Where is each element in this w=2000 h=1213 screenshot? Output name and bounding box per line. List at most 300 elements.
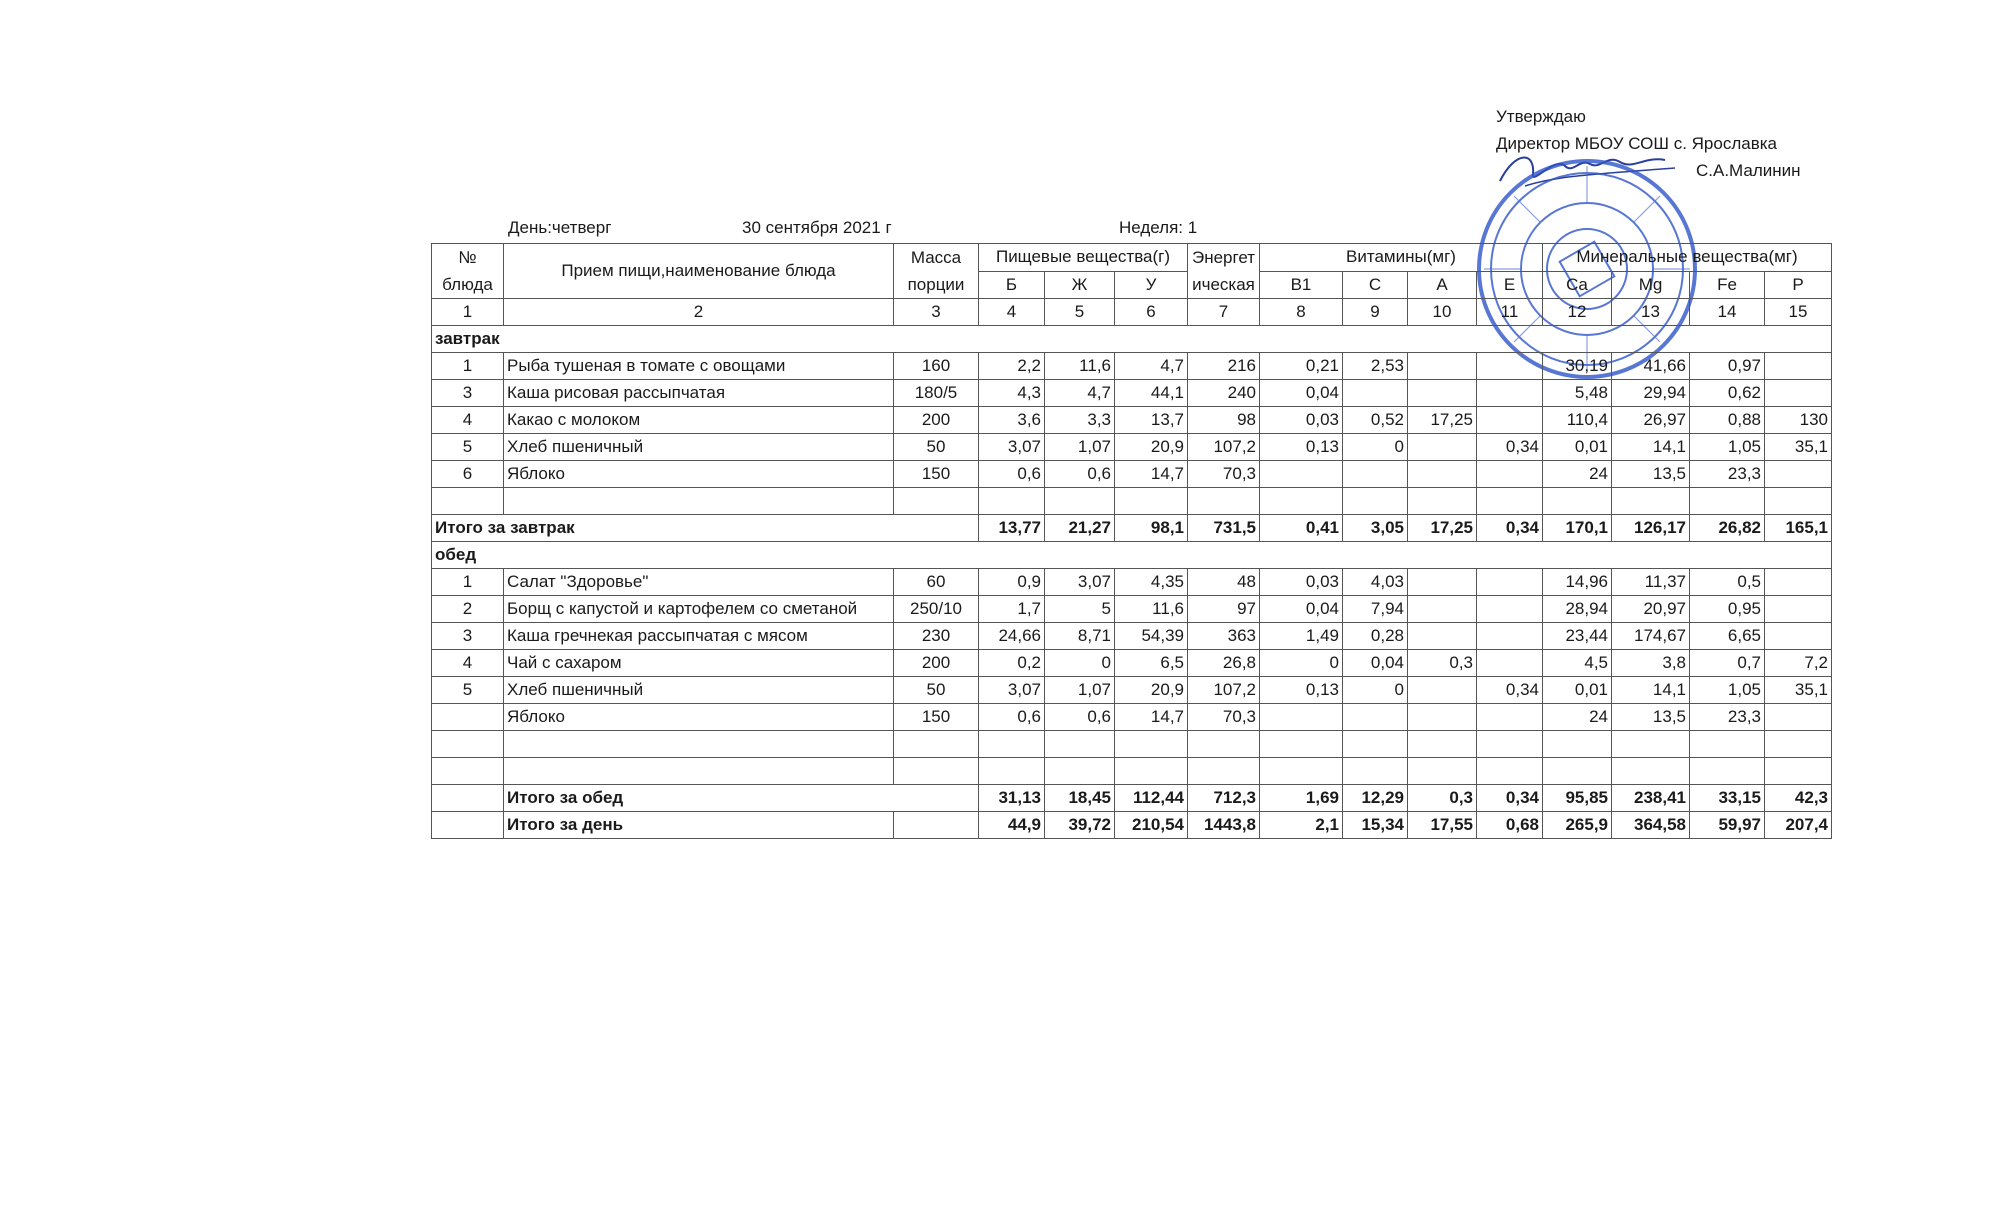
dish-row bbox=[432, 704, 1832, 731]
column-number: 3 bbox=[894, 299, 979, 326]
sub-header: Е bbox=[1477, 271, 1543, 299]
dish-value: 1,7 bbox=[979, 596, 1045, 623]
dish-value: 2 bbox=[432, 596, 504, 623]
empty-cell bbox=[432, 488, 504, 515]
column-number: 12 bbox=[1543, 299, 1612, 326]
dish-value: 0,34 bbox=[1477, 434, 1543, 461]
dish-value: 5 bbox=[432, 434, 504, 461]
dish-value bbox=[432, 704, 504, 731]
dish-value: 6 bbox=[432, 461, 504, 488]
dish-value: 200 bbox=[894, 650, 979, 677]
total-label: Итого за завтрак bbox=[432, 515, 979, 542]
dish-value bbox=[1260, 461, 1343, 488]
section-label-breakfast: завтрак bbox=[432, 326, 1832, 353]
sub-header: Б bbox=[979, 271, 1045, 299]
dish-value: 60 bbox=[894, 569, 979, 596]
total-value: 33,15 bbox=[1690, 785, 1765, 812]
empty-cell bbox=[1612, 488, 1690, 515]
empty-cell bbox=[1408, 488, 1477, 515]
dish-value: 3,07 bbox=[979, 677, 1045, 704]
total-value: 731,5 bbox=[1188, 515, 1260, 542]
dish-value: 13,5 bbox=[1612, 704, 1690, 731]
approval-line2: Директор МБОУ СОШ с. Ярославка bbox=[1496, 134, 1778, 153]
director-name: С.А.Малинин bbox=[1696, 161, 1801, 180]
dish-value: 1,05 bbox=[1690, 434, 1765, 461]
dish-value bbox=[1477, 569, 1543, 596]
empty-cell bbox=[1115, 488, 1188, 515]
dish-value: 41,66 bbox=[1612, 353, 1690, 380]
dish-value: 0,04 bbox=[1260, 380, 1343, 407]
dish-value: 44,1 bbox=[1115, 380, 1188, 407]
dish-name: Каша гречнекая рассыпчатая с мясом bbox=[504, 623, 894, 650]
approval-line1: Утверждаю bbox=[1496, 107, 1586, 126]
dish-value: 20,9 bbox=[1115, 677, 1188, 704]
dish-value: 50 bbox=[894, 677, 979, 704]
dish-value: 14,7 bbox=[1115, 704, 1188, 731]
dish-value: 0,01 bbox=[1543, 434, 1612, 461]
dish-value: 5 bbox=[1045, 596, 1115, 623]
dish-name: Каша рисовая рассыпчатая bbox=[504, 380, 894, 407]
dish-value: 110,4 bbox=[1543, 407, 1612, 434]
total-value: 0,34 bbox=[1477, 515, 1543, 542]
dish-value: 0,62 bbox=[1690, 380, 1765, 407]
section-row bbox=[432, 542, 1832, 569]
empty-row bbox=[432, 758, 1832, 785]
dish-value: 4,03 bbox=[1343, 569, 1408, 596]
column-number: 8 bbox=[1260, 299, 1343, 326]
dish-value: 0,7 bbox=[1690, 650, 1765, 677]
sub-header: А bbox=[1408, 271, 1477, 299]
empty-cell bbox=[1408, 731, 1477, 758]
dish-row bbox=[432, 677, 1832, 704]
empty-cell bbox=[979, 731, 1045, 758]
total-value: 21,27 bbox=[1045, 515, 1115, 542]
dish-row bbox=[432, 407, 1832, 434]
empty-cell bbox=[894, 731, 979, 758]
dish-value bbox=[1477, 353, 1543, 380]
food-substances-header: Пищевые вещества(г) bbox=[979, 244, 1188, 272]
dish-value: 0,04 bbox=[1343, 650, 1408, 677]
empty-cell bbox=[1477, 488, 1543, 515]
total-value: 265,9 bbox=[1543, 812, 1612, 839]
dish-row bbox=[432, 380, 1832, 407]
dish-value: 8,71 bbox=[1045, 623, 1115, 650]
dish-value: 0,13 bbox=[1260, 677, 1343, 704]
column-number: 4 bbox=[979, 299, 1045, 326]
total-value: 2,1 bbox=[1260, 812, 1343, 839]
empty-cell bbox=[1343, 488, 1408, 515]
sub-header: Mg bbox=[1612, 271, 1690, 299]
dish-value bbox=[1765, 596, 1832, 623]
dish-value: 4,7 bbox=[1045, 380, 1115, 407]
dish-value: 3,8 bbox=[1612, 650, 1690, 677]
empty-cell bbox=[1115, 758, 1188, 785]
empty-cell bbox=[1343, 758, 1408, 785]
dish-value: 3 bbox=[432, 380, 504, 407]
dish-value: 0 bbox=[1045, 650, 1115, 677]
dish-value bbox=[1765, 569, 1832, 596]
dish-value: 216 bbox=[1188, 353, 1260, 380]
empty-cell bbox=[1543, 731, 1612, 758]
total-value: 17,55 bbox=[1408, 812, 1477, 839]
dish-value: 7,94 bbox=[1343, 596, 1408, 623]
dish-value: 0,2 bbox=[979, 650, 1045, 677]
dish-name: Хлеб пшеничный bbox=[504, 434, 894, 461]
total-value: 1,69 bbox=[1260, 785, 1343, 812]
total-value: 0,34 bbox=[1477, 785, 1543, 812]
dish-value bbox=[1408, 380, 1477, 407]
dish-value: 180/5 bbox=[894, 380, 979, 407]
empty-cell bbox=[1188, 758, 1260, 785]
dish-value bbox=[1408, 596, 1477, 623]
dish-value: 23,3 bbox=[1690, 704, 1765, 731]
dish-value bbox=[1477, 407, 1543, 434]
column-number: 10 bbox=[1408, 299, 1477, 326]
dish-value: 0,13 bbox=[1260, 434, 1343, 461]
dish-value: 240 bbox=[1188, 380, 1260, 407]
dish-value: 50 bbox=[894, 434, 979, 461]
total-value: 1443,8 bbox=[1188, 812, 1260, 839]
sub-header: Ca bbox=[1543, 271, 1612, 299]
dish-value bbox=[1408, 677, 1477, 704]
total-row bbox=[432, 515, 1832, 542]
dish-value: 0,6 bbox=[1045, 704, 1115, 731]
dish-name: Хлеб пшеничный bbox=[504, 677, 894, 704]
empty-cell bbox=[1690, 731, 1765, 758]
dish-value: 0,01 bbox=[1543, 677, 1612, 704]
dish-value: 0,88 bbox=[1690, 407, 1765, 434]
dish-value: 24 bbox=[1543, 704, 1612, 731]
empty-cell bbox=[1477, 731, 1543, 758]
dish-value: 1 bbox=[432, 569, 504, 596]
dish-value: 3,3 bbox=[1045, 407, 1115, 434]
dish-value: 24,66 bbox=[979, 623, 1045, 650]
total-label: Итого за обед bbox=[504, 785, 979, 812]
empty-cell bbox=[894, 758, 979, 785]
total-row bbox=[432, 785, 1832, 812]
section-row bbox=[432, 326, 1832, 353]
dish-value: 35,1 bbox=[1765, 434, 1832, 461]
dish-value: 4 bbox=[432, 407, 504, 434]
dish-value: 5 bbox=[432, 677, 504, 704]
dish-value: 23,3 bbox=[1690, 461, 1765, 488]
dish-name: Борщ с капустой и картофелем со сметаной bbox=[504, 596, 894, 623]
dish-value: 20,9 bbox=[1115, 434, 1188, 461]
dish-value bbox=[1408, 569, 1477, 596]
total-value: 59,97 bbox=[1690, 812, 1765, 839]
dish-value: 250/10 bbox=[894, 596, 979, 623]
dish-row bbox=[432, 623, 1832, 650]
dish-value: 0,97 bbox=[1690, 353, 1765, 380]
column-number: 6 bbox=[1115, 299, 1188, 326]
dish-row bbox=[432, 434, 1832, 461]
total-value: 26,82 bbox=[1690, 515, 1765, 542]
dish-value bbox=[1343, 704, 1408, 731]
dish-value: 0,04 bbox=[1260, 596, 1343, 623]
dish-value: 0,03 bbox=[1260, 407, 1343, 434]
dish-value: 200 bbox=[894, 407, 979, 434]
dish-value bbox=[1765, 380, 1832, 407]
total-value: 42,3 bbox=[1765, 785, 1832, 812]
dish-value: 14,1 bbox=[1612, 677, 1690, 704]
empty-row bbox=[432, 731, 1832, 758]
dish-value: 48 bbox=[1188, 569, 1260, 596]
empty-cell bbox=[1612, 731, 1690, 758]
dish-value: 17,25 bbox=[1408, 407, 1477, 434]
empty-cell bbox=[504, 731, 894, 758]
dish-value: 0,28 bbox=[1343, 623, 1408, 650]
col-number-header: № блюда bbox=[432, 244, 504, 299]
dish-value: 14,96 bbox=[1543, 569, 1612, 596]
dish-value bbox=[1408, 434, 1477, 461]
dish-value bbox=[1477, 380, 1543, 407]
dish-value: 30,19 bbox=[1543, 353, 1612, 380]
dish-value: 6,65 bbox=[1690, 623, 1765, 650]
column-number: 1 bbox=[432, 299, 504, 326]
dish-value: 0 bbox=[1343, 434, 1408, 461]
dish-value: 1 bbox=[432, 353, 504, 380]
column-number: 9 bbox=[1343, 299, 1408, 326]
dish-value bbox=[1408, 461, 1477, 488]
dish-name: Яблоко bbox=[504, 461, 894, 488]
dish-value: 0,03 bbox=[1260, 569, 1343, 596]
empty-cell bbox=[1612, 758, 1690, 785]
dish-value: 1,07 bbox=[1045, 677, 1115, 704]
dish-value: 26,97 bbox=[1612, 407, 1690, 434]
total-value: 44,9 bbox=[979, 812, 1045, 839]
total-value: 0,3 bbox=[1408, 785, 1477, 812]
day-label: День:четверг bbox=[508, 218, 612, 237]
dish-value bbox=[1343, 461, 1408, 488]
dish-value: 0,6 bbox=[979, 461, 1045, 488]
dish-value: 4,7 bbox=[1115, 353, 1188, 380]
total-value: 13,77 bbox=[979, 515, 1045, 542]
dish-value: 4,35 bbox=[1115, 569, 1188, 596]
empty-cell bbox=[1260, 488, 1343, 515]
dish-value: 4,3 bbox=[979, 380, 1045, 407]
dish-row bbox=[432, 461, 1832, 488]
week-label: Неделя: 1 bbox=[1119, 218, 1198, 237]
total-value: 238,41 bbox=[1612, 785, 1690, 812]
column-number: 15 bbox=[1765, 299, 1832, 326]
dish-value: 4 bbox=[432, 650, 504, 677]
dish-value: 29,94 bbox=[1612, 380, 1690, 407]
dish-row bbox=[432, 596, 1832, 623]
table-header-row bbox=[432, 244, 1832, 272]
dish-value: 70,3 bbox=[1188, 461, 1260, 488]
empty-cell bbox=[1690, 488, 1765, 515]
empty-cell bbox=[1260, 731, 1343, 758]
total-value: 18,45 bbox=[1045, 785, 1115, 812]
total-value: 712,3 bbox=[1188, 785, 1260, 812]
dish-value: 7,2 bbox=[1765, 650, 1832, 677]
dish-value: 4,5 bbox=[1543, 650, 1612, 677]
dish-value: 5,48 bbox=[1543, 380, 1612, 407]
dish-value: 160 bbox=[894, 353, 979, 380]
dish-value: 150 bbox=[894, 461, 979, 488]
column-number: 2 bbox=[504, 299, 894, 326]
total-value: 364,58 bbox=[1612, 812, 1690, 839]
total-value: 39,72 bbox=[1045, 812, 1115, 839]
dish-value: 0 bbox=[1343, 677, 1408, 704]
dish-value: 0,6 bbox=[1045, 461, 1115, 488]
empty-cell bbox=[1477, 758, 1543, 785]
dish-value bbox=[1477, 596, 1543, 623]
dish-value: 0,52 bbox=[1343, 407, 1408, 434]
empty-cell bbox=[1690, 758, 1765, 785]
vitamins-header: Витамины(мг) bbox=[1260, 244, 1543, 272]
dish-value: 107,2 bbox=[1188, 677, 1260, 704]
dish-value: 13,5 bbox=[1612, 461, 1690, 488]
dish-value: 3,07 bbox=[1045, 569, 1115, 596]
empty-cell bbox=[1260, 758, 1343, 785]
dish-value bbox=[1408, 353, 1477, 380]
sub-header: В1 bbox=[1260, 271, 1343, 299]
dish-value: 6,5 bbox=[1115, 650, 1188, 677]
total-value: 31,13 bbox=[979, 785, 1045, 812]
column-number: 14 bbox=[1690, 299, 1765, 326]
minerals-header: Минеральные вещества(мг) bbox=[1543, 244, 1832, 272]
dish-value: 2,53 bbox=[1343, 353, 1408, 380]
total-value: 12,29 bbox=[1343, 785, 1408, 812]
dish-value: 1,05 bbox=[1690, 677, 1765, 704]
dish-value: 0,21 bbox=[1260, 353, 1343, 380]
dish-name: Чай с сахаром bbox=[504, 650, 894, 677]
empty-cell bbox=[1408, 758, 1477, 785]
dish-value: 0,3 bbox=[1408, 650, 1477, 677]
empty-cell bbox=[1045, 758, 1115, 785]
col-mass-header: Масса порции bbox=[894, 244, 979, 299]
total-value: 210,54 bbox=[1115, 812, 1188, 839]
dish-value bbox=[1408, 623, 1477, 650]
empty-cell bbox=[1188, 731, 1260, 758]
dish-value: 3 bbox=[432, 623, 504, 650]
empty-cell bbox=[1188, 488, 1260, 515]
dish-row bbox=[432, 353, 1832, 380]
dish-value: 2,2 bbox=[979, 353, 1045, 380]
dish-value: 363 bbox=[1188, 623, 1260, 650]
sub-header: P bbox=[1765, 271, 1832, 299]
empty-cell bbox=[432, 785, 504, 812]
dish-value: 14,1 bbox=[1612, 434, 1690, 461]
empty-cell bbox=[1543, 488, 1612, 515]
total-value: 3,05 bbox=[1343, 515, 1408, 542]
sub-header: Ж bbox=[1045, 271, 1115, 299]
dish-value bbox=[1765, 461, 1832, 488]
dish-value: 107,2 bbox=[1188, 434, 1260, 461]
empty-cell bbox=[894, 812, 979, 839]
total-label: Итого за день bbox=[504, 812, 894, 839]
dish-value: 11,6 bbox=[1115, 596, 1188, 623]
dish-name: Рыба тушеная в томате с овощами bbox=[504, 353, 894, 380]
total-value: 95,85 bbox=[1543, 785, 1612, 812]
column-number: 11 bbox=[1477, 299, 1543, 326]
energy-header: Энергетическая bbox=[1188, 244, 1260, 299]
total-value: 15,34 bbox=[1343, 812, 1408, 839]
dish-value bbox=[1408, 704, 1477, 731]
dish-value bbox=[1765, 353, 1832, 380]
dish-value: 0,34 bbox=[1477, 677, 1543, 704]
sub-header: Fe bbox=[1690, 271, 1765, 299]
dish-value: 0,95 bbox=[1690, 596, 1765, 623]
dish-value: 174,67 bbox=[1612, 623, 1690, 650]
total-value: 0,68 bbox=[1477, 812, 1543, 839]
dish-value: 0,5 bbox=[1690, 569, 1765, 596]
dish-row bbox=[432, 650, 1832, 677]
empty-cell bbox=[1343, 731, 1408, 758]
dish-value: 54,39 bbox=[1115, 623, 1188, 650]
empty-cell bbox=[1765, 488, 1832, 515]
empty-cell bbox=[1543, 758, 1612, 785]
total-value: 207,4 bbox=[1765, 812, 1832, 839]
dish-value: 13,7 bbox=[1115, 407, 1188, 434]
dish-value: 35,1 bbox=[1765, 677, 1832, 704]
dish-value: 14,7 bbox=[1115, 461, 1188, 488]
empty-cell bbox=[1765, 731, 1832, 758]
column-number-row bbox=[432, 299, 1832, 326]
dish-value: 1,49 bbox=[1260, 623, 1343, 650]
empty-row bbox=[432, 488, 1832, 515]
dish-name: Какао с молоком bbox=[504, 407, 894, 434]
dish-value: 0,9 bbox=[979, 569, 1045, 596]
total-value: 112,44 bbox=[1115, 785, 1188, 812]
dish-value: 150 bbox=[894, 704, 979, 731]
total-value: 126,17 bbox=[1612, 515, 1690, 542]
dish-value: 130 bbox=[1765, 407, 1832, 434]
dish-name: Яблоко bbox=[504, 704, 894, 731]
dish-value bbox=[1343, 380, 1408, 407]
dish-value: 98 bbox=[1188, 407, 1260, 434]
empty-cell bbox=[894, 488, 979, 515]
empty-cell bbox=[432, 758, 504, 785]
dish-name: Салат "Здоровье" bbox=[504, 569, 894, 596]
column-number: 7 bbox=[1188, 299, 1260, 326]
empty-cell bbox=[1045, 731, 1115, 758]
table-body bbox=[432, 299, 1832, 839]
dish-value: 1,07 bbox=[1045, 434, 1115, 461]
dish-value bbox=[1260, 704, 1343, 731]
total-value: 98,1 bbox=[1115, 515, 1188, 542]
dish-value: 3,07 bbox=[979, 434, 1045, 461]
dish-value: 0 bbox=[1260, 650, 1343, 677]
empty-cell bbox=[979, 758, 1045, 785]
dish-value: 3,6 bbox=[979, 407, 1045, 434]
dish-value bbox=[1477, 461, 1543, 488]
total-value: 17,25 bbox=[1408, 515, 1477, 542]
total-row bbox=[432, 812, 1832, 839]
dish-value bbox=[1477, 704, 1543, 731]
column-number: 13 bbox=[1612, 299, 1690, 326]
section-label-lunch: обед bbox=[432, 542, 1832, 569]
dish-value: 23,44 bbox=[1543, 623, 1612, 650]
empty-cell bbox=[1765, 758, 1832, 785]
dish-value bbox=[1765, 623, 1832, 650]
dish-value bbox=[1765, 704, 1832, 731]
dish-value: 11,6 bbox=[1045, 353, 1115, 380]
total-value: 165,1 bbox=[1765, 515, 1832, 542]
menu-table bbox=[431, 243, 1832, 839]
dish-value bbox=[1477, 650, 1543, 677]
total-value: 170,1 bbox=[1543, 515, 1612, 542]
dish-value: 11,37 bbox=[1612, 569, 1690, 596]
empty-cell bbox=[432, 812, 504, 839]
dish-row bbox=[432, 569, 1832, 596]
empty-cell bbox=[1115, 731, 1188, 758]
sub-header: С bbox=[1343, 271, 1408, 299]
dish-value: 0,6 bbox=[979, 704, 1045, 731]
empty-cell bbox=[504, 758, 894, 785]
empty-cell bbox=[432, 731, 504, 758]
